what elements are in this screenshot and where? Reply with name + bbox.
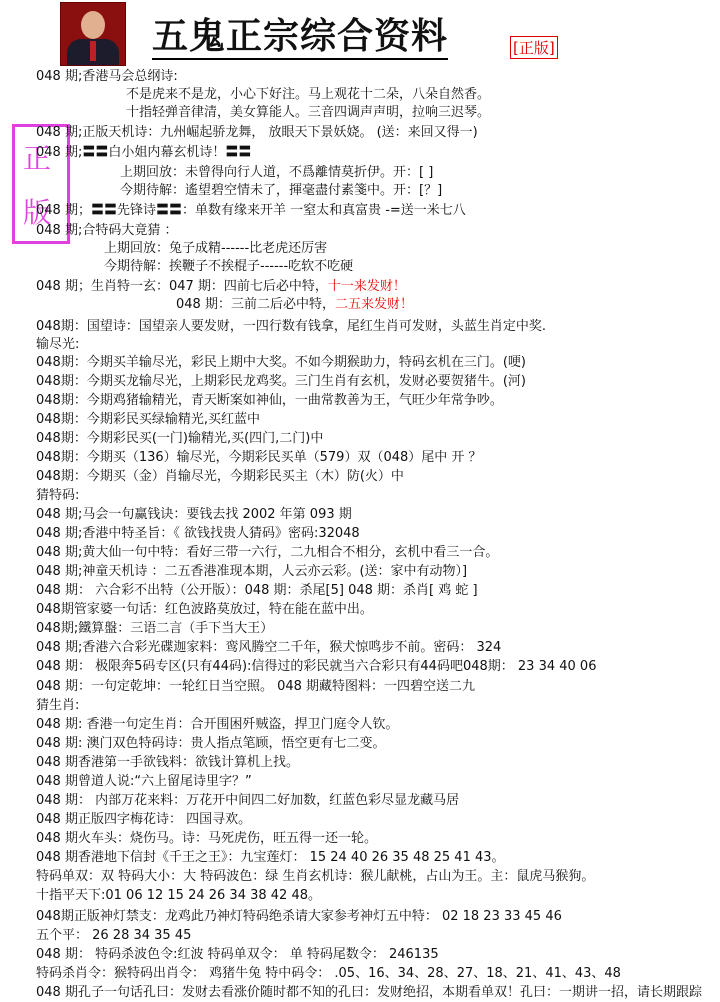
text-line: 048期：今期鸡猪输精光，青天断案如神仙，一曲常教善为王，气旺少年常争吵。	[36, 393, 503, 408]
text-line: 048期：今期买龙输尽光，上期彩民龙鸡奖。三门生肖有玄机，发财必要贺猪牛。(河)	[36, 374, 526, 389]
text-line: 048 期： 六合彩不出特（公开版）：048 期：杀尾[5] 048 期：杀肖[ 鸡 蛇 ]	[36, 583, 478, 598]
avatar-tie	[90, 41, 96, 61]
text-line: 048 期;神童天机诗 ：二五香港准现本期，人云亦云彩。(送：家中有动物）]	[36, 564, 468, 579]
text-line: 048 期香港地下信封《千王之王》：九宝莲灯： 15 24 40 26 35 48 25 41 43。	[36, 850, 505, 865]
text-line: 048 期;黄大仙一句中特：看好三带一六行，二九相合不相分，玄机中看三一合。	[36, 545, 499, 560]
text-line: 048期;鐵算盤：三语二言（手下当大王）	[36, 621, 274, 636]
text-line: 上期回放：未曾得向行人道，不爲離情莫折伊。开：[ ]	[120, 165, 434, 180]
page-title: 五鬼正宗综合资料	[152, 14, 448, 60]
text-line: 048 期：一句定乾坤：一轮红日当空照。 048 期藏特图料：一四碧空送二九	[36, 679, 476, 694]
avatar	[60, 2, 126, 66]
text-line: 今期待解：遙望碧空情未了，揮毫盡付素箋中。开：[？]	[120, 183, 443, 198]
text-line: 048 期： 特码杀波色令:红波 特码单双令： 单 特码尾数令： 246135	[36, 947, 439, 962]
text-line: 048 期: 澳门双色特码诗：贵人指点笔顾，悟空更有七二变。	[36, 736, 386, 751]
avatar-face	[81, 11, 105, 39]
text-line: 048 期;正版天机诗：九州崛起骄龙舞， 放眼天下景妖娆。 (送：来回又得一)	[36, 125, 478, 140]
text-line: 048 期;马会一句赢钱诀：要钱去找 2002 年第 093 期	[36, 507, 352, 522]
text-line: 特码单双：双 特码大小：大 特码波色：绿 生肖玄机诗：猴儿献桃，占山为王。主：鼠虎马猴狗。	[36, 869, 595, 884]
text-line: 输尽光:	[36, 337, 80, 352]
text-line: 048期：国望诗：国望亲人要发财，一四行数有钱拿，尾红生肖可发财，头蓝生肖定中奖.	[36, 319, 546, 334]
text-line: 048 期香港第一手欲钱料：欲钱计算机上找。	[36, 755, 299, 770]
text-line: 五个平： 26 28 34 35 45	[36, 928, 192, 943]
text-line: 特码杀肖令：猴特码出肖令： 鸡猪牛兔 特中码令： .05、16、34、28、27、18、21、41、43、48	[36, 966, 621, 981]
text-line: 048 期: 香港一句定生肖：合开围困歼贼盗，捍卫门庭令人钦。	[36, 717, 399, 732]
text-line: 048期：今期买（136）输尽光，今期彩民买单（579）双（048）尾中 开 ？	[36, 450, 482, 465]
text-line: 048期：今期买（金）肖输尽光，今期彩民买主（木）防(火）中	[36, 469, 404, 484]
text-line: 048 期孔子一句话孔曰：发财去看涨价随时都不知的孔曰：发财绝招，本期看单双！孔曰：一期讲一招，请长期跟踪	[36, 985, 702, 1000]
side-label-char: 正	[23, 142, 52, 175]
text-line: 上期回放：兔子成精------比老虎还厉害	[104, 241, 328, 256]
text-line: 048 期;〓〓白小姐内幕玄机诗！〓〓	[36, 145, 252, 160]
text-line: 048期：今期彩民买(一门)输精光,买(四门,二门)中	[36, 431, 324, 446]
text-line: 今期待解：挨鞭子不挨棍子------吃软不吃硬	[104, 259, 354, 274]
edition-badge: [正版]	[510, 36, 558, 59]
text-line: 048 期;合特码大竟猜 ：	[36, 223, 178, 238]
text-line: 048 期;香港六合彩光碟迦家料：鸾风腾空二千年，猴犬惊鸣步不前。密码： 324	[36, 640, 502, 655]
text-line: 048 期火车头：烧伤马。诗：马死虎伤，旺五得一还一轮。	[36, 831, 377, 846]
text-line: 048期：今期买羊输尽光，彩民上期中大奖。不如今期猴助力，特码玄机在三门。(哽)	[36, 355, 526, 370]
text-line: 不是虎来不是龙，小心下好注。马上观花十二朵，八朵自然香。	[126, 87, 491, 102]
text-line: 048 期;香港马会总纲诗:	[36, 69, 178, 84]
text-line: 048 期曾道人说:“六上留尾诗里字？”	[36, 774, 252, 789]
text-line: 048 期： 极限奔5码专区(只有44码):信得过的彩民就当六合彩只有44码吧048期： 23 34 40 06	[36, 659, 597, 674]
highlight-text: 十一来发财！	[327, 279, 406, 294]
text-line: 猜生肖:	[36, 698, 80, 713]
text-line: 048 期；〓〓先锋诗〓〓：单数有缘来开羊 一窒太和真富贵 -=送一米七八	[36, 203, 466, 218]
text-line: 048期管家婆一句话：红色波路莫放过，特在能在蓝中出。	[36, 602, 373, 617]
text-line: 048 期；生肖特一玄：047 期：四前七后必中特，十一来发财！	[36, 279, 406, 294]
text-line: 048 期正版四字梅花诗： 四国寻欢。	[36, 812, 252, 827]
text-line: 十指轻弹音律清，美女算能人。三音四调声声明，拉响三迟琴。	[126, 105, 491, 120]
text-line: 048期：今期彩民买绿输精光,买红蓝中	[36, 412, 260, 427]
text-line: 048 期：三前二后必中特，二五来发财！	[176, 297, 413, 312]
text-line: 048 期： 内部万花来料：万花开中间四二好加数，红蓝色彩尽显龙藏马居	[36, 793, 460, 808]
text-line: 048 期;香港中特圣旨：《 欲钱找贵人猜码》密码:32048	[36, 526, 360, 541]
text-line: 十指平天下:01 06 12 15 24 26 34 38 42 48。	[36, 888, 321, 903]
highlight-text: 二五来发财！	[334, 297, 413, 312]
text-line: 048期正版神灯禁支：龙鸡此乃神灯特码绝杀请大家参考神灯五中特： 02 18 23 33 45 46	[36, 909, 562, 924]
side-label-char: 版	[23, 196, 52, 229]
text-line: 猜特码:	[36, 488, 80, 503]
